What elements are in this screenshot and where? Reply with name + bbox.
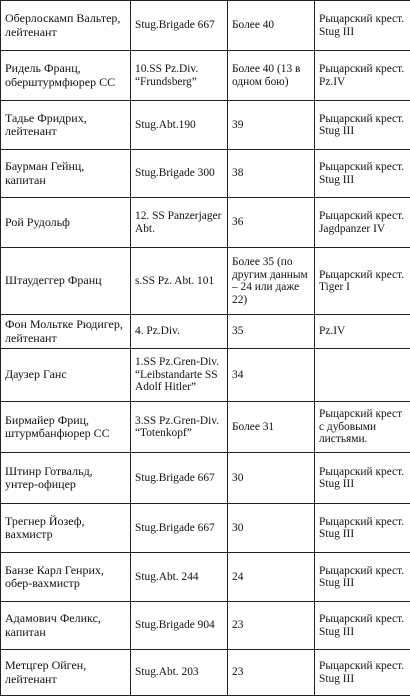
kills-cell: 23 bbox=[228, 650, 315, 696]
award-cell: Рыцарский крест. Stug III bbox=[315, 1, 410, 51]
unit-cell: 10.SS Pz.Div. “Frundsberg” bbox=[131, 51, 228, 101]
unit-cell: Stug.Brigade 904 bbox=[131, 602, 228, 650]
kills-cell: 38 bbox=[228, 150, 315, 198]
award-cell: Рыцарский крест. Jagdpanzer IV bbox=[315, 198, 410, 248]
table-row bbox=[1, 504, 410, 553]
unit-cell: 4. Pz.Div. bbox=[131, 315, 228, 349]
award-cell: Рыцарский крест. Stug III bbox=[315, 602, 410, 650]
award-cell: Рыцарский крест. Stug III bbox=[315, 101, 410, 150]
name-cell: Фон Мольтке Рюдигер, лейтенант bbox=[1, 315, 131, 349]
kills-cell: 35 bbox=[228, 315, 315, 349]
unit-cell: Stug.Brigade 300 bbox=[131, 150, 228, 198]
unit-cell: Stug.Abt. 244 bbox=[131, 553, 228, 602]
award-cell: Рыцарский крест. Stug III bbox=[315, 453, 410, 504]
table-row bbox=[1, 198, 410, 248]
unit-cell: Stug.Brigade 667 bbox=[131, 504, 228, 553]
kills-cell: Более 40 bbox=[228, 1, 315, 51]
unit-cell: Stug.Brigade 667 bbox=[131, 1, 228, 51]
table-row bbox=[1, 453, 410, 504]
name-cell: Рой Рудольф bbox=[1, 198, 131, 248]
unit-cell: Stug.Abt. 203 bbox=[131, 650, 228, 696]
table-row bbox=[1, 1, 410, 51]
name-cell: Метцгер Ойген, лейтенант bbox=[1, 650, 131, 696]
name-cell: Оберлоскамп Вальтер, лейтенант bbox=[1, 1, 131, 51]
award-cell: Рыцарский крест. Stug III bbox=[315, 553, 410, 602]
award-cell: Рыцарский крест. Stug III bbox=[315, 504, 410, 553]
table-row bbox=[1, 402, 410, 453]
name-cell: Тадье Фридрих, лейтенант bbox=[1, 101, 131, 150]
award-cell: Рыцарский крест. Stug III bbox=[315, 150, 410, 198]
kills-cell: Более 31 bbox=[228, 402, 315, 453]
name-cell: Ридель Франц, оберштурмфюрер СС bbox=[1, 51, 131, 101]
unit-cell: 1.SS Pz.Gren-Div. “Leibstandarte SS Adolf Hitler” bbox=[131, 349, 228, 402]
name-cell: Баурман Гейнц, капитан bbox=[1, 150, 131, 198]
kills-cell: 30 bbox=[228, 453, 315, 504]
award-cell: Рыцарский крест с дубовыми листьями. bbox=[315, 402, 410, 453]
unit-cell: Stug.Brigade 667 bbox=[131, 453, 228, 504]
kills-cell: Более 40 (13 в одном бою) bbox=[228, 51, 315, 101]
name-cell: Адамович Феликс, капитан bbox=[1, 602, 131, 650]
table-row bbox=[1, 315, 410, 349]
kills-cell: 36 bbox=[228, 198, 315, 248]
unit-cell: s.SS Pz. Abt. 101 bbox=[131, 248, 228, 315]
award-cell: Pz.IV bbox=[315, 315, 410, 349]
name-cell: Бирмайер Фриц, штурмбанфюрер СС bbox=[1, 402, 131, 453]
kills-cell: 23 bbox=[228, 602, 315, 650]
table-row bbox=[1, 101, 410, 150]
table-row bbox=[1, 650, 410, 696]
table-row bbox=[1, 51, 410, 101]
table-row bbox=[1, 248, 410, 315]
award-cell bbox=[315, 349, 410, 402]
kills-cell: 24 bbox=[228, 553, 315, 602]
table-row bbox=[1, 602, 410, 650]
award-cell: Рыцарский крест. Stug III bbox=[315, 650, 410, 696]
unit-cell: 12. SS Panzerjager Abt. bbox=[131, 198, 228, 248]
table-body bbox=[1, 1, 410, 696]
unit-cell: 3.SS Pz.Gren-Div. “Totenkopf” bbox=[131, 402, 228, 453]
unit-cell: Stug.Abt.190 bbox=[131, 101, 228, 150]
table-row bbox=[1, 349, 410, 402]
kills-cell: Более 35 (по другим данным – 24 или даже 22) bbox=[228, 248, 315, 315]
name-cell: Штаудеггер Франц bbox=[1, 248, 131, 315]
kills-cell: 34 bbox=[228, 349, 315, 402]
award-cell: Рыцарский крест. Tiger I bbox=[315, 248, 410, 315]
table-row bbox=[1, 553, 410, 602]
name-cell: Даузер Ганс bbox=[1, 349, 131, 402]
table-row bbox=[1, 150, 410, 198]
name-cell: Трегнер Йозеф, вахмистр bbox=[1, 504, 131, 553]
kills-cell: 30 bbox=[228, 504, 315, 553]
name-cell: Банзе Карл Генрих, обер-вахмистр bbox=[1, 553, 131, 602]
kills-cell: 39 bbox=[228, 101, 315, 150]
award-cell: Рыцарский крест. Pz.IV bbox=[315, 51, 410, 101]
name-cell: Штинр Готвальд, унтер-офицер bbox=[1, 453, 131, 504]
